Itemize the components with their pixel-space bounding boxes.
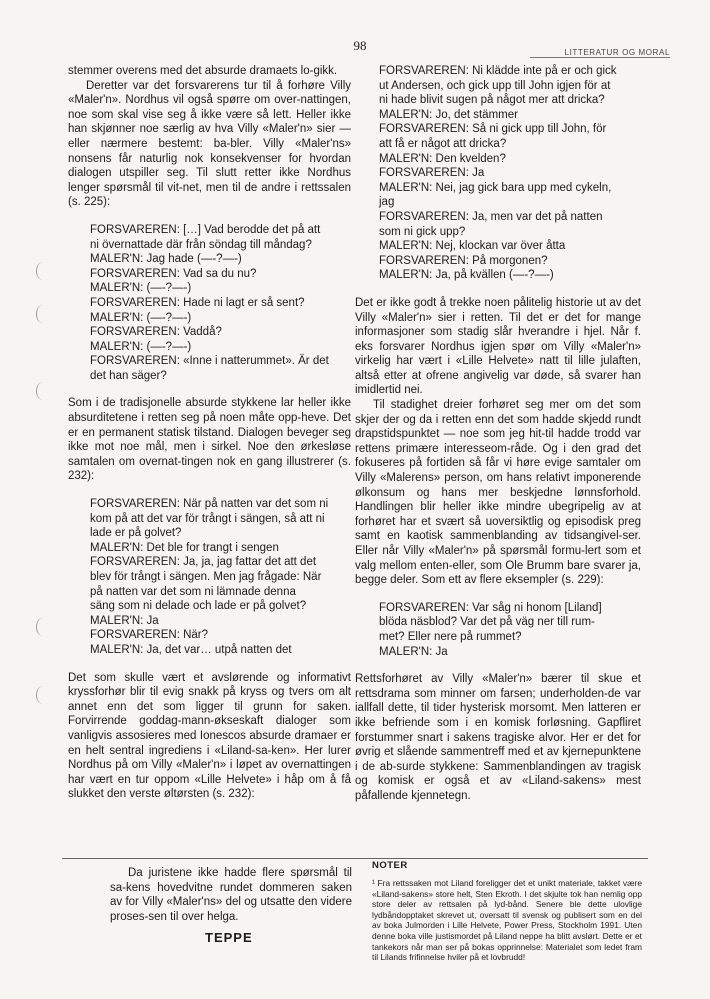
- dialog-excerpt: [355, 601, 641, 659]
- dialog-excerpt: [68, 497, 351, 658]
- dialog-line: MALER'N: Den kvelden?: [379, 152, 506, 165]
- binder-hole-mark: [36, 262, 49, 280]
- dialog-line: MALER'N: Ja, på kvällen (—-?—-): [379, 269, 554, 282]
- dialog-line: MALER'N: (—-?—-): [90, 282, 192, 295]
- dialog-line: FORSVAREREN: När på natten var det som ni: [90, 498, 329, 511]
- paragraph: Som i de tradisjonelle absurde stykkene lar heller ikke absurditetene i retten seg på noen måte opp-heve. Det er en permanent statisk tilstand. Dialogen beveger seg ikke mot noe mål, men i sirkel. Noe den ørkesløse samtalen om overnat-tingen nok en gang illustrerer (s. 232):: [68, 397, 351, 483]
- notes-heading: NOTER: [372, 860, 408, 871]
- dialog-line: jag: [379, 196, 395, 209]
- dialog-line: MALER'N: Jag hade (—-?—-): [90, 253, 242, 266]
- paragraph: Det er ikke godt å trekke noen pålitelig historie ut av det Villy «Maler'n» sier i retten. Til det er det for mange informasjoner som stadig slår hverandre i hjel. Når f. eks forsvarer Nordhus igjen spør om Villy «Maler'n» virkelig har vært i «Lille Helvete» natt til lille julaften, altså etter at ofrene angivelig var døde, så svarer han imidlertid nei.: [355, 296, 641, 397]
- dialog-line: FORSVAREREN: «Inne i natterummet». Är det: [90, 355, 329, 368]
- header-rule: [530, 57, 670, 58]
- dialog-line: FORSVAREREN: Vaddå?: [90, 326, 222, 339]
- dialog-line: FORSVAREREN: Ja, men var det på natten: [379, 210, 603, 223]
- curtain-label: TEPPE: [205, 930, 253, 945]
- dialog-line: FORSVAREREN: Ja: [379, 167, 485, 180]
- binder-hole-mark: [36, 305, 49, 323]
- dialog-line: MALER'N: Jo, det stämmer: [379, 108, 518, 121]
- dialog-line: MALER'N: (—-?—-): [90, 340, 192, 353]
- footer-divider: [62, 858, 648, 859]
- right-column: [355, 64, 641, 804]
- page-number: 98: [353, 38, 367, 53]
- paragraph: Til stadighet dreier forhøret seg mer om det som skjer der og da i retten enn det som hadde skjedd rundt drapstidspunktet — noe som jeg hit-til hadde trodd var rettens primære interesseom-råde. Og i den grad det fokuseres på fortiden så får vi høre evige samtaler om Villy «Malerens» person, om hans relativt imponerende ølkonsum og hans mer beskjedne lønnsforhold. Handlingen blir heller ikke mindre ubegripelig av at forhøret har et svært så uoversiktlig og episodisk preg samt en kaotisk sammenblanding av tidsangivel-ser. Eller når Villy «Maler'n» på spørsmål formu-lert som et valg mellom enten-eller, som Ole Brumm bare svarer ja, begge deler. Som ett av flere eksempler (s. 229):: [355, 399, 641, 587]
- dialog-line: MALER'N: (—-?—-): [90, 311, 192, 324]
- paragraph: Rettsforhøret av Villy «Maler'n» bærer til skue et rettsdrama som minner om farsen; underholden-de var iallfall dette, til tider hysterisk morsomt. Men latteren er ikke befriende som i en komisk forløsning. Gapfliret forstummer snart i sakens tragiske alvor. Her er det for øvrig et slående sammentreff med et av kjernepunktene i de ab-surde stykkene: Sammenblandingen av tragisk og komisk er også et av «Liland-sakens» mest påfallende kjennetegn.: [355, 673, 641, 802]
- dialog-excerpt: [355, 64, 641, 283]
- dialog-line: MALER'N: Nei, jag gick bara upp med cykeln,: [379, 181, 612, 194]
- dialog-line: FORSVAREREN: Vad sa du nu?: [90, 267, 257, 280]
- dialog-line: blev för trångt i sängen. Men jag frågade: När: [90, 571, 322, 583]
- binder-hole-mark: [36, 382, 49, 400]
- dialog-line: ni hade blivit sugen på något mer att dricka?: [379, 94, 605, 107]
- dialog-excerpt: [68, 223, 351, 384]
- dialog-line: lade er på golvet?: [90, 527, 182, 540]
- dialog-line: säng som ni delade och lade er på golvet?: [90, 600, 307, 613]
- dialog-line: met? Eller nere på rummet?: [379, 630, 522, 643]
- dialog-line: det han säger?: [90, 369, 167, 382]
- binder-hole-mark: [36, 618, 49, 636]
- dialog-line: ut Andersen, och gick upp till John igjen för at: [379, 79, 611, 92]
- dialog-line: ni övernattade där från söndag till måndag?: [90, 238, 312, 251]
- dialog-line: FORSVAREREN: […] Vad berodde det på att: [90, 223, 321, 236]
- dialog-line: MALER'N: Ja, det var… utpå natten det: [90, 643, 292, 656]
- closing-paragraph-block: [110, 866, 352, 924]
- dialog-line: FORSVAREREN: Hade ni lagt er så sent?: [90, 296, 305, 309]
- footnote: ¹ Fra rettssaken mot Liland foreligger det et unikt materiale, takket være «Liland-sakens» store helt, Sten Ekroth. I det skjulte tok han nemlig opp store deler av rettsalen på lyd-bånd. Senere ble dette ulovlige lydbåndopptaket skrevet ut, oversatt til svensk og publisert som en del av boka Julmorden i Lille Helvete, Power Press, Stockholm 1991. Uten denne boka ville justismordet på Liland neppe ha blitt avslørt. Dette er et tankekors når man ser på bokas opprinnelse: Materialet som ledet fram til Lilands frifinnelse hviler på et lovbrudd!: [372, 878, 642, 963]
- paragraph: Da juristene ikke hadde flere spørsmål til sa-kens hovedvitne rundet dommeren saken av for Villy «Maler'ns» del og utsatte den videre proses-sen til over helga.: [110, 867, 352, 923]
- dialog-line: FORSVAREREN: När?: [90, 629, 209, 642]
- dialog-line: blöda näsblod? Var det på väg ner till rum-: [379, 616, 595, 629]
- running-head: LITTERATUR OG MORAL: [564, 48, 670, 57]
- dialog-line: kom på att det var för trångt i sängen, så att ni: [90, 512, 325, 525]
- paragraph: Deretter var det forsvarerens tur til å forhøre Villy «Maler'n». Nordhus vil også spørre om over-nattingen, noe som skal vise seg å ikke være så lett. Heller ikke han skjønner noe særlig av hva Villy «Maler'n» sier — eller nærmere bestemt: ba-bler. Villy «Maler'ns» nonsens får naturlig nok konsekvenser for hvordan dialogen utspiller seg. Til slutt retter ikke Nordhus lenger spørsmål til vit-net, men til de andre i rettssalen (s. 225):: [68, 79, 351, 209]
- left-column: [68, 64, 351, 802]
- dialog-line: FORSVAREREN: Ja, ja, jag fattar det att det: [90, 556, 317, 569]
- binder-hole-mark: [36, 686, 49, 704]
- dialog-line: FORSVAREREN: Så ni gick upp till John, för: [379, 123, 607, 136]
- paragraph: stemmer overens med det absurde dramaets lo-gikk.: [68, 65, 338, 77]
- dialog-line: FORSVAREREN: Var såg ni honom [Liland]: [379, 601, 602, 614]
- dialog-line: FORSVAREREN: Ni klädde inte på er och gick: [379, 65, 617, 77]
- dialog-line: MALER'N: Nej, klockan var över åtta: [379, 240, 566, 253]
- dialog-line: FORSVAREREN: På morgonen?: [379, 254, 548, 267]
- dialog-line: att få er något att dricka?: [379, 137, 507, 150]
- dialog-line: MALER'N: Det ble for trangt i sengen: [90, 541, 279, 554]
- dialog-line: på natten var det som ni lämnade denna: [90, 585, 296, 598]
- dialog-line: MALER'N: Ja: [379, 645, 448, 658]
- paragraph: Det som skulle vært et avslørende og informativt kryssforhør blir til evig snakk på kryss og tvers om alt annet enn det som ligger til grunn for saken. Forvirrende goddag-mann-økseskaft dialoger som vanligvis assosieres med Ionescos absurde dramaer er en helt sentral ingrediens i «Liland-sa-ken». Her lurer Nordhus på om Villy «Maler'n» i løpet av overnattingen har vært en tur oppom «Lille Helvete» i håp om å få slukket den verste øltørsten (s. 232):: [68, 671, 351, 801]
- dialog-line: som ni gick upp?: [379, 225, 466, 238]
- dialog-line: MALER'N: Ja: [90, 614, 159, 627]
